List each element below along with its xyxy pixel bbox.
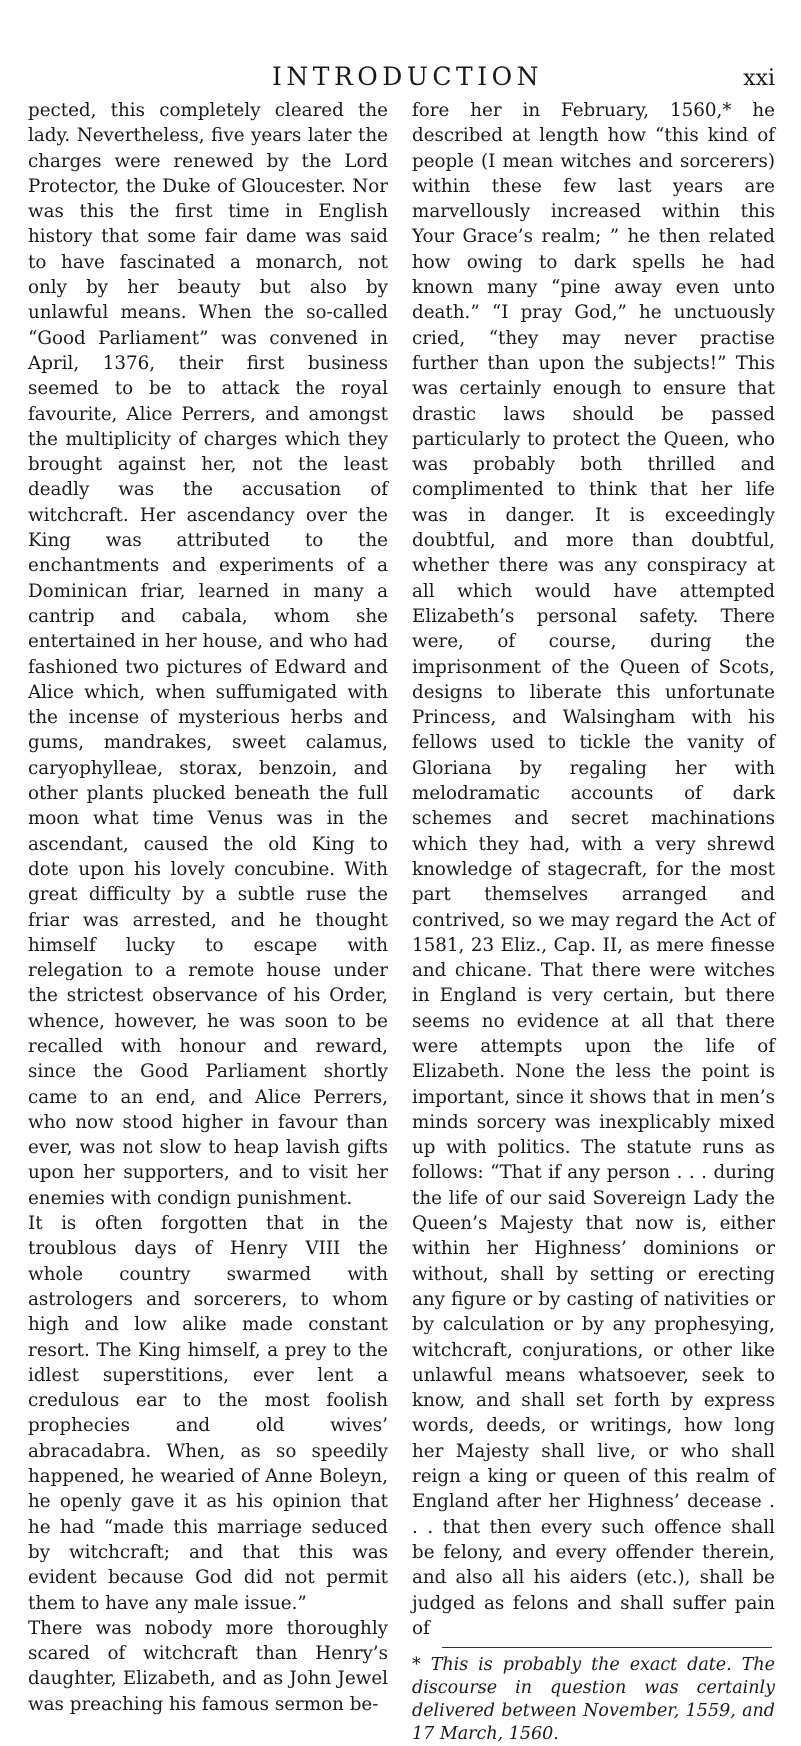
page-number: xxi [743, 66, 775, 91]
footnote-rule [442, 1647, 772, 1648]
right-column [412, 98, 775, 1746]
paragraph: pected, this completely cleared the lady. Nevertheless, five years later the charges were renewed by the Lord Protector, the Duke of Gloucester. Nor was this the first time in English history that some fair dame was said to have fascinated a monarch, not only by her beauty but also by unlawful means. When the so-called “Good Parliament” was convened in April, 1376, their first business seemed to be to attack the royal favourite, Alice Perrers, and amongst the multiplicity of charges which they brought against her, not the least deadly was the accusation of witchcraft. Her ascendancy over the King was attributed to the enchantments and experiments of a Dominican friar, learned in many a cantrip and cabala, whom she entertained in her house, and who had fashioned two pictures of Edward and Alice which, when suffumigated with the incense of mysterious herbs and gums, mandrakes, sweet calamus, caryophylleae, storax, benzoin, and other plants plucked beneath the full moon what time Venus was in the ascendant, caused the old King to dote upon his lovely concubine. With great difficulty by a subtle ruse the friar was arrested, and he thought himself lucky to escape with relegation to a remote house under the strictest observance of his Order, whence, however, he was soon to be recalled with honour and reward, since the Good Parliament shortly came to an end, and Alice Perrers, who now stood higher in favour than ever, was not slow to heap lavish gifts upon her supporters, and to visit her enemies with condign punishment. [28, 100, 388, 1209]
paragraph: It is often forgotten that in the troublous days of Henry VIII the whole country swarmed with astrologers and sorcerers, to whom high and low alike made constant resort. The King himself, a prey to the idlest superstitions, ever lent a credulous ear to the most foolish prophecies and old wives’ abracadabra. When, as so speedily happened, he wearied of Anne Boleyn, he openly gave it as his opinion that he had “made this marriage seduced by witchcraft; and that this was evident because God did not permit them to have any male issue.” [28, 1213, 388, 1614]
paragraph: fore her in February, 1560,* he described at length how “this kind of people (I mean witches and sorcerers) within these few last years are marvellously increased within this Your Grace’s realm; ” he then related how owing to dark spells he had known many “pine away even unto death.” “I pray God,” he unctuously cried, “they may never practise further than upon the subjects!” This was certainly enough to ensure that drastic laws should be passed particularly to protect the Queen, who was probably both thrilled and complimented to think that her life was in danger. It is exceedingly doubtful, and more than doubtful, whether there was any conspiracy at all which would have attempted Elizabeth’s personal safety. There were, of course, during the imprisonment of the Queen of Scots, designs to liberate this unfortunate Princess, and Walsingham with his fellows used to tickle the vanity of Gloriana by regaling her with melodramatic accounts of dark schemes and secret machinations which they had, with a very shrewd knowledge of stagecraft, for the most part themselves arranged and contrived, so we may regard the Act of 1581, 23 Eliz., Cap. II, as mere finesse and chicane. That there were witches in England is very certain, but there seems no evidence at all that there were attempts upon the life of Elizabeth. None the less the point is important, since it shows that in men’s minds sorcery was inexplicably mixed up with politics. The statute runs as follows: “That if any person . . . during the life of our said Sovereign Lady the Queen’s Majesty that now is, either within her Highness’ dominions or without, shall by setting or erecting any figure or by casting of nativities or by calculation or by any prophesying, witchcraft, conjurations, or other like unlawful means whatsoever, seek to know, and shall set forth by express words, deeds, or writings, how long her Majesty shall live, or who shall reign a king or queen of this realm of England after her Highness’ decease . . . that then every such offence shall be felony, and every offender therein, and also all his aiders (etc.), shall be judged as felons and shall suffer pain of [412, 100, 775, 1639]
page-header [40, 62, 775, 92]
paragraph: There was nobody more thoroughly scared of witchcraft than Henry’s daughter, Elizabeth, and as John Jewel was preaching his famous sermon be- [28, 1617, 388, 1715]
left-column [28, 98, 388, 1717]
footnote [412, 1654, 775, 1746]
footnote-marker: * [412, 1655, 421, 1676]
footnote-text: This is probably the exact date. The discourse in question was certainly delivered between November, 1559, and 17 March, 1560. [412, 1655, 775, 1745]
running-title: INTRODUCTION [272, 62, 543, 91]
